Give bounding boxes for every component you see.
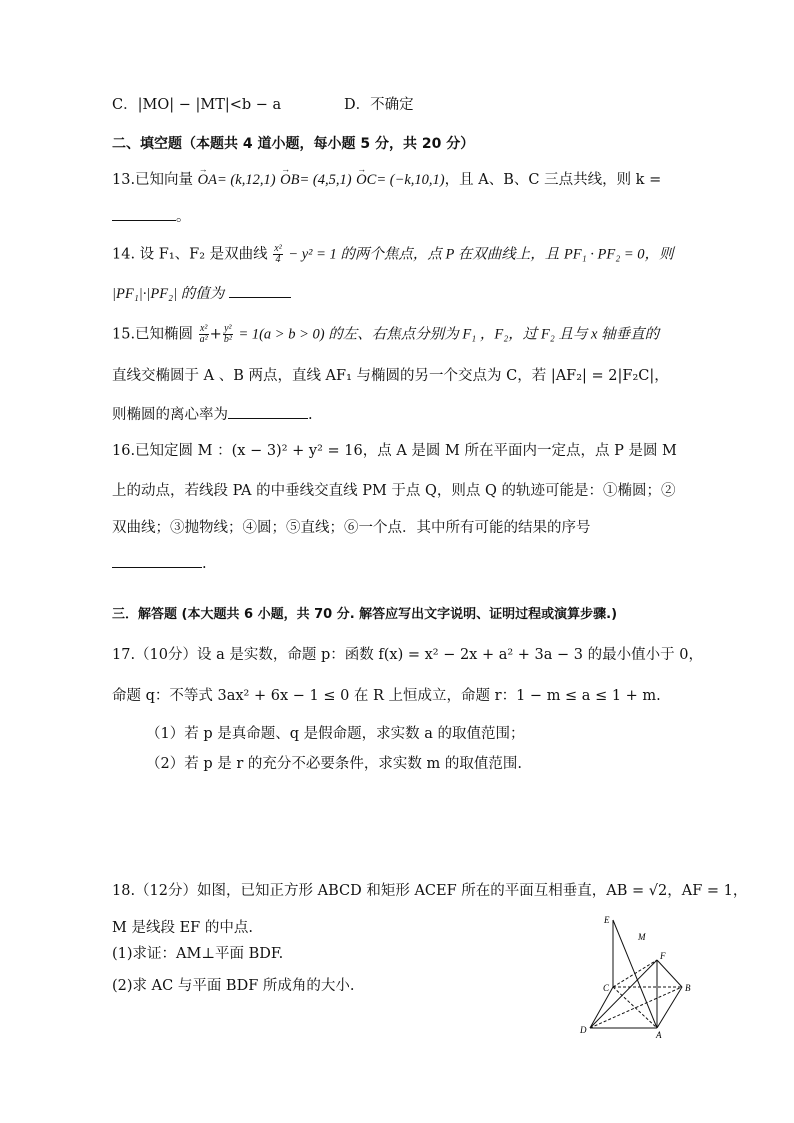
q13-tail: ，且 A、B、C 三点共线，则 k = — [444, 172, 662, 188]
q13-lead: 13.已知向量 — [112, 172, 194, 188]
label-b: B — [685, 983, 691, 993]
label-f: F — [660, 951, 666, 961]
vector-ob: OB → — [280, 170, 299, 190]
diag-ca-hidden — [613, 987, 657, 1028]
question-13-answer-line: 。 — [112, 206, 191, 227]
answer-blank[interactable] — [112, 206, 176, 221]
question-17: 17.（10分）设 a 是实数，命题 p：函数 f(x) = x² − 2x + a² + 3a − 3 的最小值小于 0， — [112, 647, 703, 663]
answer-blank[interactable] — [228, 404, 308, 419]
question-13 — [112, 170, 661, 190]
question-14: 14. 设 F₁、F₂ 是双曲线 $\frac{\text{x²}}{4}$ − y² = 1 的两个焦点，点 P 在双曲线上，且 PF₁ · PF₂ = 0，则 — [112, 243, 674, 265]
label-e: E — [604, 915, 610, 925]
fraction-x2-over-a2: $\frac{\text{x²}}{\text{a²}}$ — [199, 323, 208, 345]
section-heading-fill-in: 二、填空题（本题共 4 道小题，每小题 5 分，共 20 分） — [112, 136, 475, 152]
question-16-line-3: 双曲线；③抛物线；④圆；⑤直线；⑥一个点．其中所有可能的结果的序号 — [112, 520, 591, 536]
vector-oa: OA → — [198, 170, 217, 190]
question-17-part-1: （1）若 p 是真命题、q 是假命题，求实数 a 的取值范围； — [146, 726, 525, 742]
question-16: 16.已知定圆 M ：(x − 3)² + y² = 16，点 A 是圆 M 所在平面内一定点，点 P 是圆 M — [112, 443, 677, 459]
label-c: C — [603, 983, 610, 993]
question-15-line-3: 则椭圆的离心率为 . — [112, 404, 313, 425]
diag-db-hidden — [590, 987, 682, 1028]
question-18-part-1: (1)求证：AM⊥平面 BDF. — [112, 946, 284, 962]
option-d: D．不确定 — [344, 97, 414, 113]
question-15-line-2: 直线交椭圆于 A 、B 两点，直线 AF₁ 与椭圆的另一个交点为 C，若 |AF₂| = 2|F₂C|， — [112, 368, 669, 384]
question-16-line-2: 上的动点，若线段 PA 的中垂线交直线 PM 于点 Q，则点 Q 的轨迹可能是：①椭圆；② — [112, 483, 676, 499]
question-18: 18.（12分）如图，已知正方形 ABCD 和矩形 ACEF 所在的平面互相垂直，AB = √2，AF = 1， — [112, 883, 748, 899]
section-heading-solutions: 三．解答题 (本大题共 6 小题，共 70 分. 解答应写出文字说明、证明过程或演算步骤.) — [112, 607, 618, 622]
fraction-y2-over-b2: $\frac{\text{y²}}{\text{b²}}$ — [223, 323, 232, 345]
edge-fb — [657, 960, 682, 987]
geometry-figure — [560, 905, 710, 1040]
question-18-part-2: (2)求 AC 与平面 BDF 所成角的大小. — [112, 978, 355, 994]
edge-ab — [657, 987, 682, 1028]
question-16-line-4: . — [112, 553, 207, 574]
label-m: M — [638, 932, 646, 942]
q13-oc: = (−k,10,1) — [376, 172, 445, 188]
question-14-line-2: |PF₁|·|PF₂| 的值为 — [112, 283, 291, 304]
q13-oa: = (k,12,1) — [217, 172, 276, 188]
answer-blank[interactable] — [112, 553, 202, 568]
question-17-part-2: （2）若 p 是 r 的充分不必要条件，求实数 m 的取值范围. — [146, 756, 522, 772]
question-18-line-2: M 是线段 EF 的中点. — [112, 920, 253, 936]
option-c: C．|MO| − |MT|<b − a — [112, 97, 282, 113]
label-a: A — [656, 1030, 662, 1040]
question-17-line-2: 命题 q：不等式 3ax² + 6x − 1 ≤ 0 在 R 上恒成立，命题 r：1 − m ≤ a ≤ 1 + m. — [112, 688, 661, 704]
fraction-x2-over-4: $\frac{\text{x²}}{4}$ — [274, 243, 282, 265]
edge-fd — [590, 960, 657, 1028]
question-15: 15.已知椭圆 $\frac{\text{x²}}{\text{a²}}$ + $\frac{\text{y²}}{\text{b²}}$ = 1(a > b > 0) 的左、右焦点分别为 F₁ ，F₂，过 F₂ 且与 x 轴垂直的 — [112, 323, 660, 345]
label-d: D — [580, 1025, 587, 1035]
q13-ob: = (4,5,1) — [299, 172, 352, 188]
answer-blank[interactable] — [229, 283, 291, 298]
vector-oc: OC → — [356, 170, 376, 190]
